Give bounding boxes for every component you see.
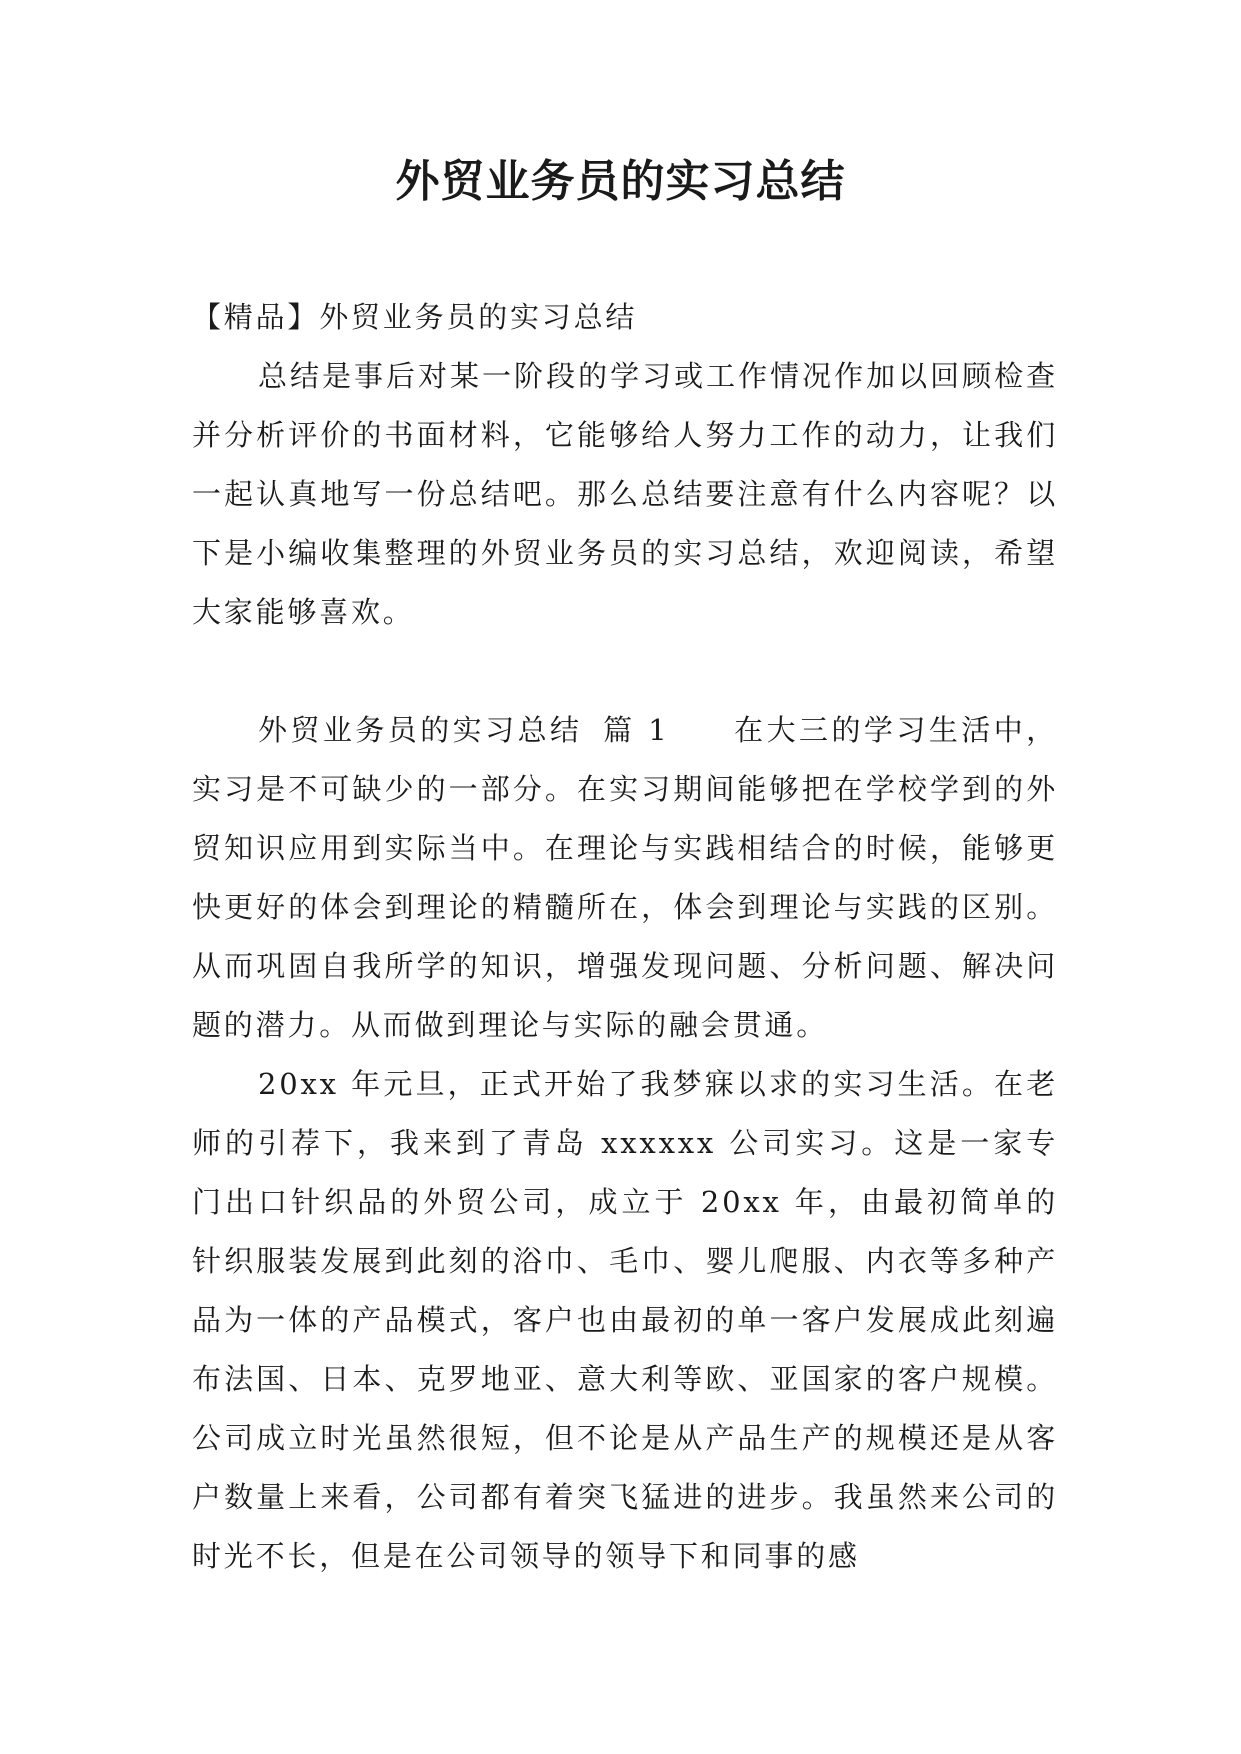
document-title: 外贸业务员的实习总结 (395, 156, 846, 207)
document-body (192, 288, 1058, 1586)
body-paragraph-2: 20xx 年元旦，正式开始了我梦寐以求的实习生活。在老师的引荐下，我来到了青岛 xxxxxx 公司实习。这是一家专门出口针织品的外贸公司，成立于 20xx 年，由最初简单的针织服装发展到此刻的浴巾、毛巾、婴儿爬服、内衣等多种产品为一体的产品模式，客户也由最初的单一客户发展成此刻遍布法国、日本、克罗地亚、意大利等欧、亚国家的客户规模。公司成立时光虽然很短，但不论是从产品生产的规模还是从客户数量上来看，公司都有着突飞猛进的进步。我虽然来公司的时光不长，但是在公司领导的领导下和同事的感 (192, 1067, 1058, 1573)
section-1-lead-text: 在大三的学习生活中，实习是不可缺少的一部分。在实习期间能够把在学校学到的外贸知识应用到实际当中。在理论与实践相结合的时候，能够更快更好的体会到理论的精髓所在，体会到理论与实践的区别。从而巩固自我所学的知识，增强发现问题、分析问题、解决问题的潜力。从而做到理论与实际的融会贯通。 (192, 713, 1058, 1042)
document-subtitle: 【精品】外贸业务员的实习总结 (192, 300, 638, 334)
section-1-label: 篇 1 (602, 713, 670, 747)
section-1-paragraph (192, 701, 1058, 1055)
paragraph-spacer (192, 642, 1058, 701)
intro-paragraph: 总结是事后对某一阶段的学习或工作情况作加以回顾检查并分析评价的书面材料，它能够给人努力工作的动力，让我们一起认真地写一份总结吧。那么总结要注意有什么内容呢？以下是小编收集整理的外贸业务员的实习总结，欢迎阅读，希望大家能够喜欢。 (192, 359, 1058, 629)
section-1-heading: 外贸业务员的实习总结 (258, 713, 583, 747)
